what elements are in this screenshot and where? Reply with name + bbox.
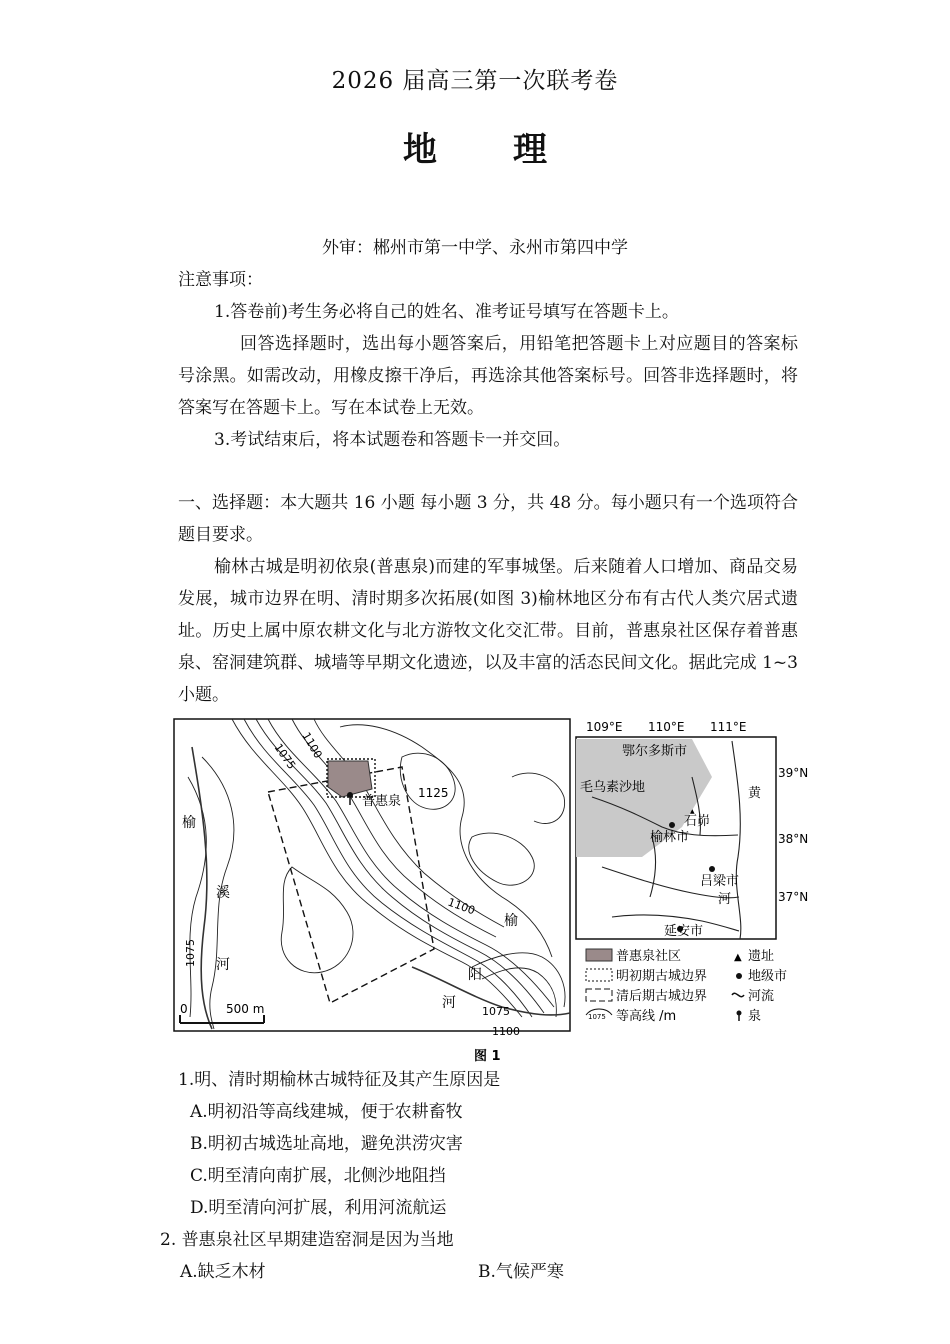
topo-map-frame bbox=[174, 719, 570, 1031]
label-1075-c: 1075 bbox=[184, 939, 197, 967]
label-river-right-3: 河 bbox=[442, 995, 456, 1011]
label-river-left-1: 榆 bbox=[182, 815, 196, 831]
label-river-right-2: 阳 bbox=[468, 967, 482, 983]
figure-caption: 图 1 bbox=[474, 1049, 501, 1064]
lon-109: 109°E bbox=[586, 720, 623, 734]
area-maowusu: 毛乌素沙地 bbox=[580, 780, 646, 795]
site-shimao: 石峁 bbox=[684, 814, 711, 829]
scale-500: 500 m bbox=[226, 1002, 265, 1016]
reviewers-line: 外审：郴州市第一中学、永州市第四中学 bbox=[322, 238, 628, 258]
label-huang: 黄 bbox=[748, 786, 762, 801]
legend-river: 河流 bbox=[748, 989, 775, 1004]
label-1125: 1125 bbox=[418, 786, 449, 800]
figure-1 bbox=[172, 717, 818, 1067]
city-yanan: 延安市 bbox=[664, 924, 704, 939]
city-lvliang: 吕梁市 bbox=[700, 874, 740, 889]
legend-ming-swatch bbox=[586, 969, 612, 981]
legend-qing-swatch bbox=[586, 989, 612, 1001]
inset-map bbox=[576, 720, 808, 939]
lat-39: 39°N bbox=[778, 766, 809, 780]
site-triangle-icon: ▲ bbox=[690, 808, 695, 815]
exam-title: 2026 届高三第一次联考卷 bbox=[331, 68, 619, 94]
legend-contour-sample: 1075 bbox=[588, 1013, 606, 1021]
legend-spring: 泉 bbox=[748, 1009, 762, 1024]
q1-option-b: B.明初古城选址高地，避免洪涝灾害 bbox=[190, 1134, 463, 1154]
legend-spring-icon bbox=[737, 1011, 742, 1016]
legend bbox=[586, 948, 787, 1024]
label-river-right-1: 榆 bbox=[504, 913, 518, 929]
subject-title: 地理 bbox=[403, 130, 623, 170]
q1-option-a: A.明初沿等高线建城，便于农耕畜牧 bbox=[190, 1102, 463, 1122]
label-1100-b: 1100 bbox=[445, 895, 477, 918]
q1-option-d: D.明至清向河扩展，利用河流航运 bbox=[190, 1198, 447, 1218]
lon-110: 110°E bbox=[648, 720, 685, 734]
lat-37: 37°N bbox=[778, 890, 809, 904]
notice-item-1: 1.答卷前)考生务必将自己的姓名、准考证号填写在答题卡上。 bbox=[214, 302, 679, 322]
scale-0: 0 bbox=[180, 1002, 188, 1016]
q2-stem: 2. 普惠泉社区早期建造窑洞是因为当地 bbox=[160, 1230, 454, 1250]
label-river-left-2: 溪 bbox=[216, 885, 230, 901]
section-heading: 一、选择题：本大题共 16 小题 每小题 3 分，共 48 分。每小题只有一个选项符合题目要求。 bbox=[178, 493, 798, 545]
label-1075-b: 1075 bbox=[482, 1005, 510, 1018]
label-spring: 普惠泉 bbox=[362, 794, 402, 809]
passage: 榆林古城是明初依泉(普惠泉)而建的军事城堡。后来随着人口增加、商品交易发展，城市边界在明、清时期多次拓展(如图 3)榆林地区分布有古代人类穴居式遗址。历史上属中原农耕文化与北方游牧文化交汇带。目前，普惠泉社区保存着普惠泉、窑洞建筑群、城墙等早期文化遗迹，以及丰富的活态民间文化。据此完成 1~3 小题。 bbox=[178, 557, 798, 705]
label-1100-c: 1100 bbox=[492, 1025, 520, 1038]
label-river-left-3: 河 bbox=[216, 957, 230, 973]
city-yulin: 榆林市 bbox=[650, 830, 690, 845]
legend-site-icon: ▲ bbox=[734, 952, 742, 963]
legend-qing: 清后期古城边界 bbox=[616, 989, 708, 1004]
q1-stem: 1.明、清时期榆林古城特征及其产生原因是 bbox=[178, 1070, 501, 1090]
legend-site: 遗址 bbox=[748, 949, 775, 964]
lat-38: 38°N bbox=[778, 832, 809, 846]
legend-river-icon bbox=[732, 993, 744, 996]
legend-city: 地级市 bbox=[748, 969, 788, 984]
lon-111: 111°E bbox=[710, 720, 747, 734]
lvliang-city-dot bbox=[709, 866, 715, 872]
label-1100-a: 1100 bbox=[299, 730, 325, 761]
notice-heading: 注意事项： bbox=[178, 270, 263, 290]
legend-ming: 明初期古城边界 bbox=[616, 969, 708, 984]
q2-option-b: B.气候严寒 bbox=[478, 1262, 564, 1282]
legend-community-swatch bbox=[586, 949, 612, 961]
label-1075-a: 1075 bbox=[271, 741, 299, 772]
q2-option-a: A.缺乏木材 bbox=[180, 1262, 266, 1282]
topo-map bbox=[174, 719, 570, 1038]
legend-contour: 等高线 /m bbox=[616, 1009, 677, 1024]
yulin-city-dot bbox=[669, 822, 675, 828]
city-ordos: 鄂尔多斯市 bbox=[622, 744, 688, 759]
notice-item-2: 回答选择题时，选出每小题答案后，用铅笔把答题卡上对应题目的答案标号涂黑。如需改动，用橡皮擦干净后，再选涂其他答案标号。回答非选择题时，将答案写在答题卡上。写在本试卷上无效。 bbox=[178, 334, 798, 418]
notice-item-3: 3.考试结束后，将本试题卷和答题卡一并交回。 bbox=[214, 430, 571, 450]
legend-city-dot-icon bbox=[736, 973, 742, 979]
label-he: 河 bbox=[718, 892, 732, 907]
q1-option-c: C.明至清向南扩展，北侧沙地阻挡 bbox=[190, 1166, 446, 1186]
legend-community: 普惠泉社区 bbox=[616, 949, 682, 964]
figure-svg bbox=[172, 717, 818, 1067]
